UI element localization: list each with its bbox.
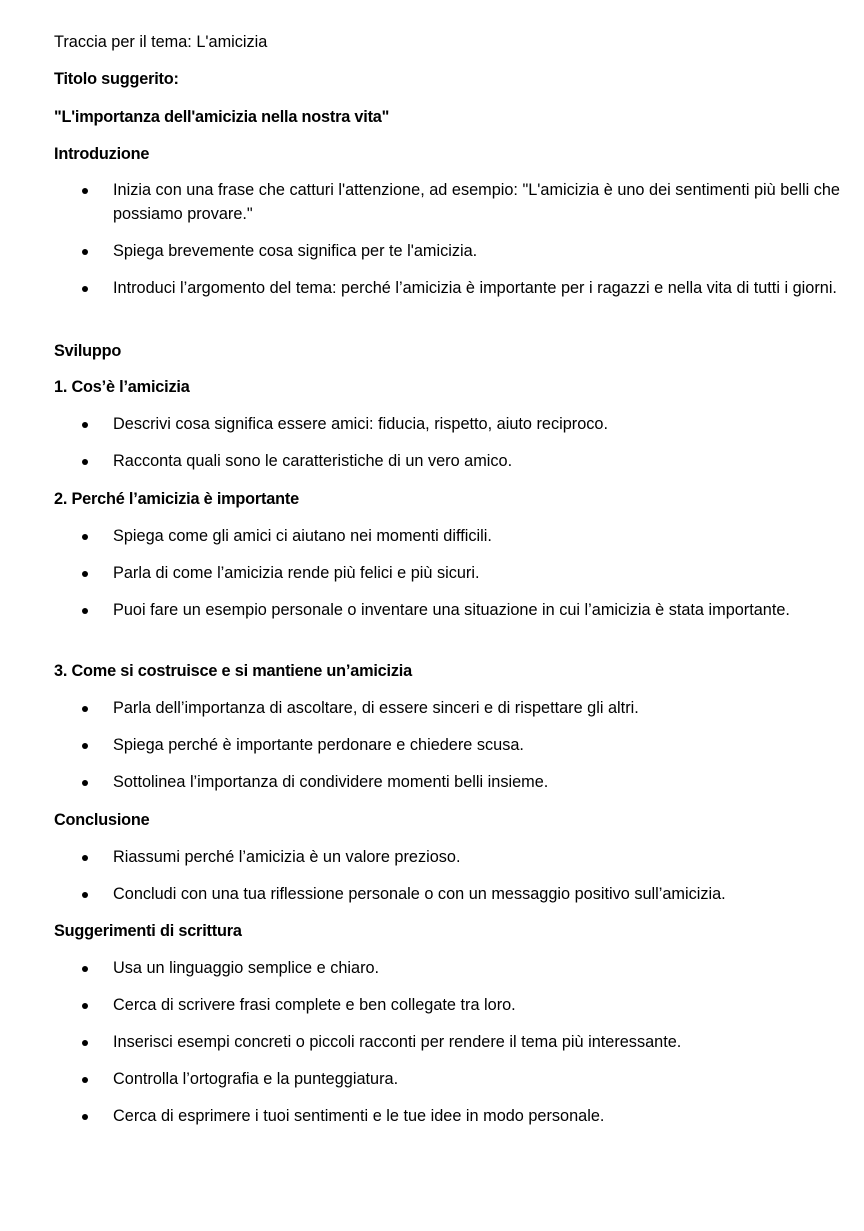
- heading-come-si-costruisce: 3. Come si costruisce e si mantiene un’amicizia: [54, 662, 412, 680]
- bullet-icon: [82, 422, 88, 428]
- bullet-icon: [82, 571, 88, 577]
- bullet-icon: [82, 1114, 88, 1120]
- heading-cos-e-amicizia: 1. Cos’è l’amicizia: [54, 378, 190, 396]
- bullet-icon: [82, 608, 88, 614]
- bullet-icon: [82, 534, 88, 540]
- bullet-icon: [82, 706, 88, 712]
- bullet-icon: [82, 249, 88, 255]
- heading-conclusione: Conclusione: [54, 811, 150, 829]
- heading-introduzione: Introduzione: [54, 145, 150, 163]
- heading-suggerimenti: Suggerimenti di scrittura: [54, 922, 242, 940]
- bullet-icon: [82, 1040, 88, 1046]
- suggested-title-label: Titolo suggerito:: [54, 70, 179, 88]
- document-title-line: Traccia per il tema: L'amicizia: [54, 33, 268, 51]
- heading-perche-importante: 2. Perché l’amicizia è importante: [54, 490, 299, 508]
- bullet-icon: [82, 286, 88, 292]
- bullet-icon: [82, 1003, 88, 1009]
- bullet-icon: [82, 1077, 88, 1083]
- bullet-icon: [82, 892, 88, 898]
- heading-sviluppo: Sviluppo: [54, 342, 122, 360]
- bullet-icon: [82, 743, 88, 749]
- bullet-icon: [82, 855, 88, 861]
- bullet-icon: [82, 188, 88, 194]
- bullet-icon: [82, 966, 88, 972]
- bullet-icon: [82, 459, 88, 465]
- bullet-icon: [82, 780, 88, 786]
- suggested-title: "L'importanza dell'amicizia nella nostra vita": [54, 108, 390, 126]
